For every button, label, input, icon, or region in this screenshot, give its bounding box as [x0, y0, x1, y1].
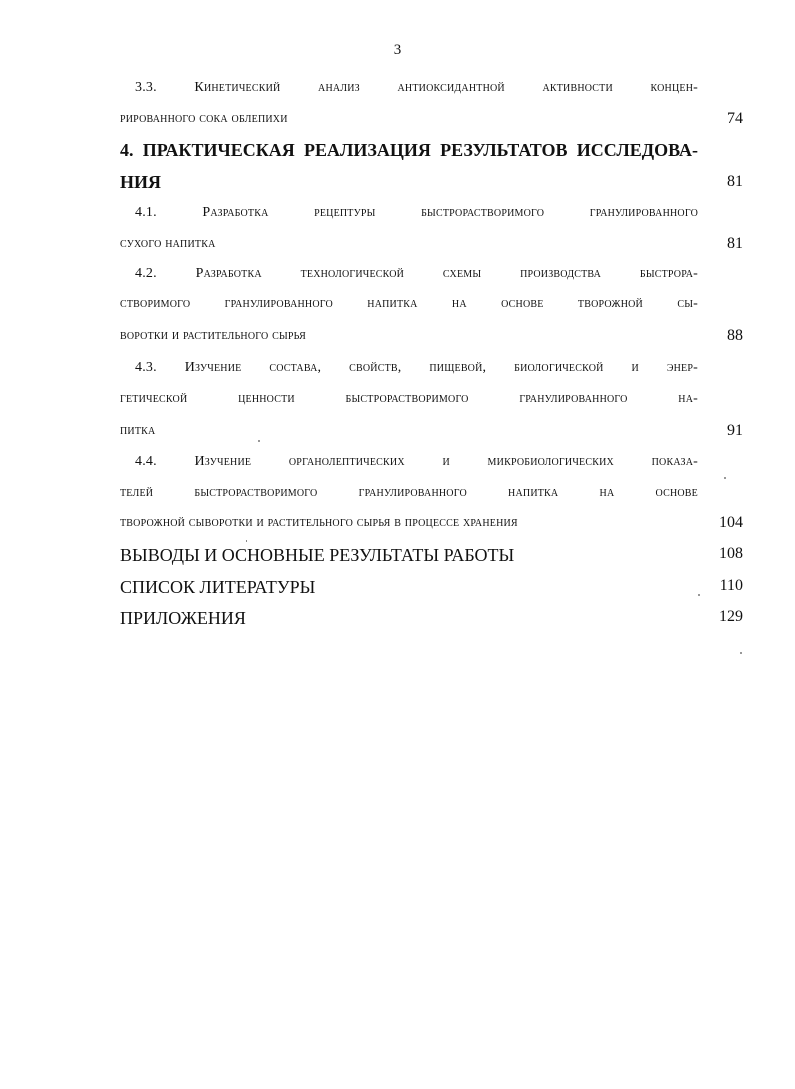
toc-page-4-3: 91 — [727, 422, 743, 439]
toc-entry-4-line-1[interactable]: 4. ПРАКТИЧЕСКАЯ РЕАЛИЗАЦИЯ РЕЗУЛЬТАТОВ ИССЛЕДОВА- — [120, 140, 698, 160]
toc-page-references: 110 — [719, 577, 743, 594]
toc-entry-4-2-line-2[interactable]: створимого гранулированного напитка на основе творожной сы- — [120, 296, 698, 311]
toc-entry-references[interactable]: СПИСОК ЛИТЕРАТУРЫ — [120, 577, 316, 597]
toc-entry-4-3-line-2[interactable]: гетической ценности быстрорастворимого гранулированного на- — [120, 391, 698, 406]
toc-entry-4-line-2[interactable]: НИЯ — [120, 172, 162, 192]
scan-speck — [740, 652, 742, 654]
scan-speck — [698, 594, 700, 596]
scan-speck — [258, 440, 260, 442]
scan-speck — [724, 477, 726, 479]
toc-page-appendices: 129 — [719, 608, 743, 625]
toc-entry-4-2-line-3[interactable]: воротки и растительного сырья — [120, 328, 306, 343]
toc-entry-4-4-line-1[interactable]: 4.4. Изучение органолептических и микробиологических показа- — [135, 454, 698, 469]
toc-page-4-2: 88 — [727, 327, 743, 344]
toc-entry-4-1-line-1[interactable]: 4.1. Разработка рецептуры быстрорастворимого гранулированного — [135, 205, 698, 220]
toc-entry-4-3-line-3[interactable]: питка — [120, 423, 156, 438]
toc-entry-4-3-line-1[interactable]: 4.3. Изучение состава, свойств, пищевой, биологической и энер- — [135, 360, 698, 375]
toc-entry-3-3-line-2[interactable]: рированного сока облепихи — [120, 111, 288, 126]
toc-entry-4-1-line-2[interactable]: сухого напитка — [120, 236, 216, 251]
toc-entry-4-4-line-2[interactable]: телей быстрорастворимого гранулированного напитка на основе — [120, 485, 698, 500]
scan-speck — [246, 540, 247, 542]
toc-entry-appendices[interactable]: ПРИЛОЖЕНИЯ — [120, 608, 246, 628]
toc-entry-3-3-line-1[interactable]: 3.3. Кинетический анализ антиоксидантной активности концен- — [135, 80, 698, 95]
toc-page-4-1: 81 — [727, 235, 743, 252]
toc-entry-4-4-line-3[interactable]: творожной сыворотки и растительного сырья в процессе хранения — [120, 515, 518, 530]
toc-page-4-4: 104 — [719, 514, 743, 531]
toc-page-4: 81 — [727, 173, 743, 190]
toc-page-3-3: 74 — [727, 110, 743, 127]
toc-entry-4-2-line-1[interactable]: 4.2. Разработка технологической схемы производства быстрора- — [135, 266, 698, 281]
page-number: 3 — [393, 42, 402, 58]
toc-entry-conclusions[interactable]: ВЫВОДЫ И ОСНОВНЫЕ РЕЗУЛЬТАТЫ РАБОТЫ — [120, 545, 515, 565]
toc-page-conclusions: 108 — [719, 545, 743, 562]
